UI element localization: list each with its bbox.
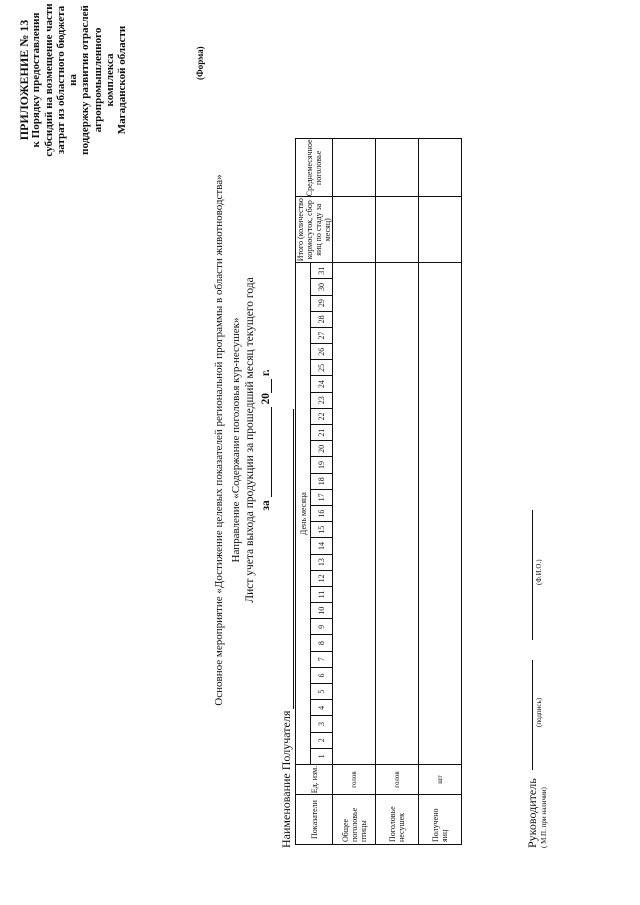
row-average[interactable] xyxy=(419,139,462,197)
appendix-line: к Порядку предоставления xyxy=(30,12,43,148)
header-unit: Ед. изм. xyxy=(296,765,333,795)
signature-line[interactable] xyxy=(532,660,533,770)
day-header-cell: 4 xyxy=(311,700,333,716)
row-indicator: Общее поголовье птицы xyxy=(333,795,376,845)
signature-role: Руководитель xyxy=(525,778,539,848)
day-header-cell: 10 xyxy=(311,603,333,619)
day-header-cell: 5 xyxy=(311,684,333,700)
day-header-cell: 22 xyxy=(311,408,333,424)
row-indicator: Поголовье несушек xyxy=(376,795,419,845)
header-average: Среднемесячное поголовье xyxy=(296,139,333,197)
day-header-cell: 19 xyxy=(311,457,333,473)
appendix-block xyxy=(18,0,129,160)
name-caption: (Ф.И.О.) xyxy=(535,559,543,585)
row-indicator: Получено яиц xyxy=(419,795,462,845)
day-header-cell: 9 xyxy=(311,619,333,635)
day-header-cell: 17 xyxy=(311,489,333,505)
day-header-cell: 25 xyxy=(311,360,333,376)
day-header-cell: 30 xyxy=(311,279,333,295)
table-header-row xyxy=(296,139,311,845)
stamp-note: ( М.П. при наличии) xyxy=(540,787,548,848)
day-header-cell: 15 xyxy=(311,522,333,538)
header-days: День месяца xyxy=(296,263,311,765)
header-line-2: Направление «Содержание поголовья кур-несушек» xyxy=(230,317,242,563)
header-line-4 xyxy=(260,55,272,825)
day-header-cell: 1 xyxy=(311,748,333,764)
row-average[interactable] xyxy=(333,139,376,197)
day-header-cell: 8 xyxy=(311,635,333,651)
period-suffix: г. xyxy=(260,369,272,377)
header-line-3: Лист учета выхода продукции за прошедший месяц текущего года xyxy=(244,277,256,603)
day-header-cell: 16 xyxy=(311,506,333,522)
row-total[interactable] xyxy=(376,197,419,263)
day-header-cell: 2 xyxy=(311,732,333,748)
name-line[interactable] xyxy=(532,510,533,640)
row-total[interactable] xyxy=(419,197,462,263)
row-average[interactable] xyxy=(376,139,419,197)
recipient-row xyxy=(279,409,294,848)
row-unit: голов xyxy=(376,765,419,795)
day-header-cell: 14 xyxy=(311,538,333,554)
table-row xyxy=(333,139,376,845)
report-table xyxy=(295,139,462,846)
period-prefix: за xyxy=(260,500,272,511)
recipient-field[interactable] xyxy=(293,409,294,709)
row-unit: голов xyxy=(333,765,376,795)
report-table-body xyxy=(296,139,462,845)
day-header-cell: 12 xyxy=(311,570,333,586)
header-line-1: Основное мероприятие «Достижение целевых показателей региональной программы в области животноводства» xyxy=(213,174,225,706)
appendix-line: поддержку развития отраслей xyxy=(79,5,92,155)
appendix-title: ПРИЛОЖЕНИЕ № 13 xyxy=(17,19,31,141)
day-header-cell: 24 xyxy=(311,376,333,392)
header-total: Итого (количество кормосуток, сбор яиц по стаду за месяц) xyxy=(296,198,332,262)
appendix-line: затрат из областного бюджета на xyxy=(54,5,80,155)
period-month-blank[interactable] xyxy=(271,407,272,497)
day-header-cell: 18 xyxy=(311,473,333,489)
table-row xyxy=(419,139,462,845)
signature-caption: (подпись) xyxy=(535,697,543,727)
day-header-cell: 29 xyxy=(311,295,333,311)
day-header-cell: 23 xyxy=(311,392,333,408)
appendix-line: Магаданской области xyxy=(116,25,129,135)
day-header-cell: 11 xyxy=(311,586,333,602)
day-header-cell: 20 xyxy=(311,441,333,457)
row-total[interactable] xyxy=(333,197,376,263)
table-row xyxy=(376,139,419,845)
day-header-cell: 27 xyxy=(311,327,333,343)
day-header-cell: 26 xyxy=(311,344,333,360)
day-header-cell: 13 xyxy=(311,554,333,570)
appendix-line: субсидий на возмещение части xyxy=(42,3,55,157)
appendix-line: агропромышленного комплекса xyxy=(91,27,117,133)
day-header-cell: 7 xyxy=(311,651,333,667)
day-header-cell: 31 xyxy=(311,263,333,279)
day-header-cell: 21 xyxy=(311,425,333,441)
day-header-cell: 6 xyxy=(311,667,333,683)
row-day-values[interactable] xyxy=(333,263,376,765)
day-header-cell: 28 xyxy=(311,311,333,327)
header-indicator: Показатели xyxy=(296,795,333,845)
row-unit: шт xyxy=(419,765,462,795)
period-year-blank[interactable] xyxy=(271,379,272,393)
row-day-values[interactable] xyxy=(419,263,462,765)
form-label: (Форма) xyxy=(195,46,205,80)
day-header-cell: 3 xyxy=(311,716,333,732)
recipient-label: Наименование Получателя xyxy=(279,710,293,848)
row-day-values[interactable] xyxy=(376,263,419,765)
period-year: 20 xyxy=(260,393,272,405)
